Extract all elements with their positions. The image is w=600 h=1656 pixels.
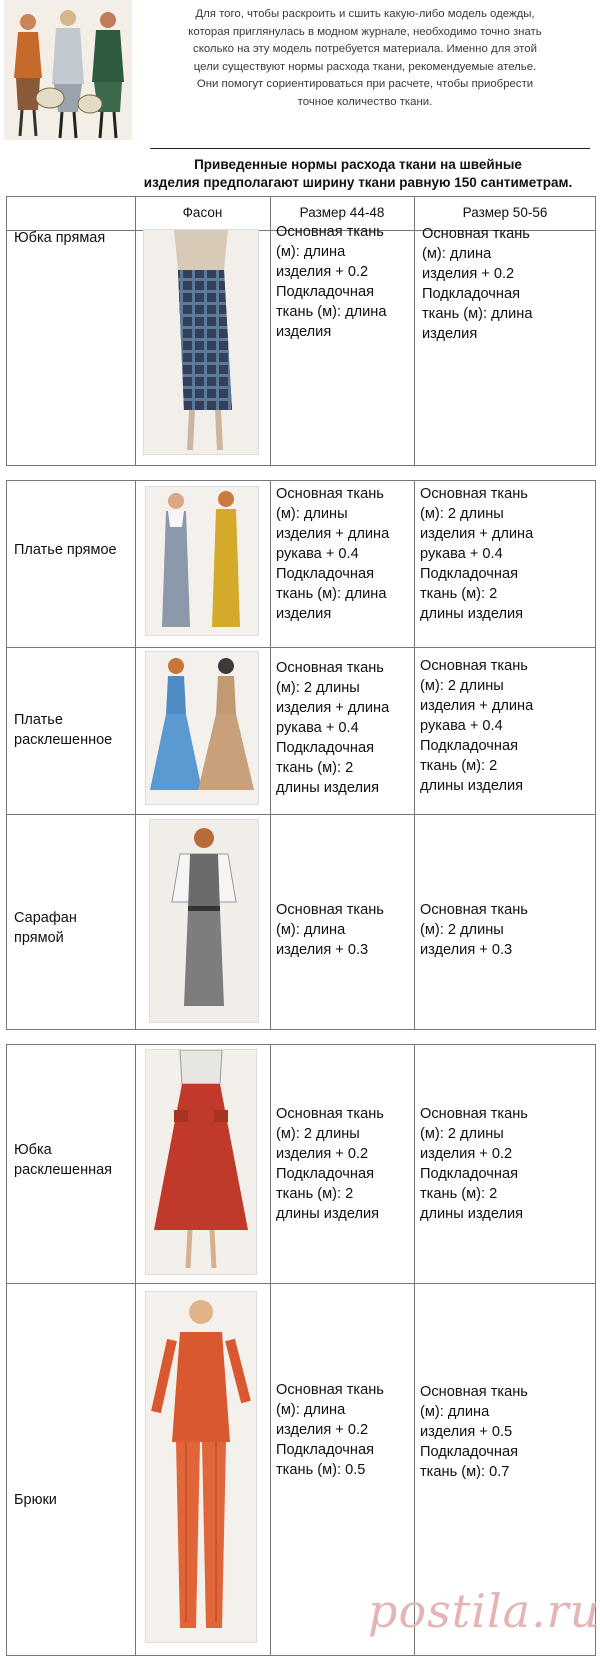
intro-line: Для того, чтобы раскроить и сшить какую-либо модель одежды, [195, 8, 535, 20]
norm-cell-trousers-50-56 [420, 1382, 550, 1482]
cell-line: длины изделия [276, 780, 380, 796]
row-name-sundress [14, 908, 139, 948]
cell-line: ткань (м): 0.5 [276, 1462, 366, 1478]
cell-line: изделия + длина [276, 700, 390, 716]
norm-cell-straight-skirt-50-56 [422, 224, 552, 344]
cell-line: рукава + 0.4 [420, 546, 503, 562]
divider [6, 647, 596, 648]
cell-line: Основная ткань [276, 224, 384, 240]
cell-line: изделия + 0.2 [420, 1146, 513, 1162]
divider [270, 480, 271, 1030]
cell-line: изделия + длина [420, 698, 534, 714]
cell-line: рукава + 0.4 [276, 720, 359, 736]
row-name-flared-skirt [14, 1140, 139, 1180]
cell-line: (м): длина [276, 1402, 346, 1418]
cell-line: ткань (м): длина [276, 586, 387, 602]
cell-line: (м): длина [422, 246, 492, 262]
cell-line: изделия + 0.3 [420, 942, 513, 958]
cell-line: изделия [276, 324, 332, 340]
trousers-illustration [146, 1292, 256, 1642]
cell-line: изделия [276, 606, 332, 622]
cell-line: изделия + длина [420, 526, 534, 542]
cell-line: Основная ткань [420, 1106, 528, 1122]
cell-line: рукава + 0.4 [420, 718, 503, 734]
cell-line: (м): 2 длины [420, 922, 504, 938]
cell-line: Подкладочная [276, 284, 374, 300]
norm-cell-flared-skirt-44-48 [276, 1104, 406, 1224]
cell-line: Основная ткань [420, 1384, 528, 1400]
cell-line: ткань (м): 2 [420, 758, 498, 774]
intro-line: Они помогут сориентироваться при расчете, чтобы приобрести [196, 78, 534, 91]
row-name-straight-skirt [14, 228, 139, 248]
row-name-line: Юбка [14, 1142, 52, 1158]
cell-line: Основная ткань [422, 226, 530, 242]
cell-line: Основная ткань [276, 1382, 384, 1398]
cell-line: Подкладочная [276, 1166, 374, 1182]
site-watermark: postila.ru [368, 1584, 600, 1638]
intro-line: которая приглянулась в модном журнале, необходимо точно знать [188, 25, 542, 38]
cell-line: (м): 2 длины [420, 678, 504, 694]
cell-line: Основная ткань [276, 902, 384, 918]
cell-line: Основная ткань [276, 486, 384, 502]
cell-line: изделия + 0.2 [422, 266, 515, 282]
lead-text [130, 156, 586, 192]
cell-line: изделия [422, 326, 478, 342]
row-name-flared-dress [14, 710, 139, 750]
cell-line: (м): длина [276, 244, 346, 260]
header-divider [150, 148, 590, 149]
norm-cell-flared-skirt-50-56 [420, 1104, 550, 1224]
divider [414, 480, 415, 1030]
cell-line: длины изделия [420, 606, 524, 622]
cell-line: изделия + 0.2 [276, 264, 369, 280]
lead-line: изделия предполагают ширину ткани равную 150 сантиметрам. [143, 175, 573, 190]
row-name-line: Брюки [14, 1492, 57, 1508]
intro-line: сколько на эту модель потребуется материала. Именно для этой [193, 43, 537, 56]
row-name-line: Платье [14, 712, 63, 728]
cell-line: Основная ткань [420, 902, 528, 918]
cell-line: Подкладочная [276, 566, 374, 582]
cell-line: изделия + 0.3 [276, 942, 369, 958]
sundress-illustration [150, 820, 258, 1022]
cell-line: ткань (м): 2 [420, 1186, 498, 1202]
lead-line: Приведенные нормы расхода ткани на швейные [194, 157, 522, 172]
divider [6, 1283, 596, 1284]
row-name-trousers [14, 1490, 139, 1510]
row-name-line: Платье прямое [14, 542, 117, 558]
intro-line: точное количество ткани. [297, 95, 433, 108]
cell-line: Подкладочная [420, 738, 518, 754]
cell-line: Подкладочная [420, 1444, 518, 1460]
cell-line: длины изделия [276, 1206, 380, 1222]
norm-cell-sundress-50-56 [420, 900, 550, 960]
row-name-line: Сарафан [14, 910, 77, 926]
cell-line: Подкладочная [276, 1442, 374, 1458]
cell-line: Подкладочная [422, 286, 520, 302]
cell-line: (м): длина [420, 1404, 490, 1420]
flared-dress-illustration [146, 652, 258, 804]
column-header-fason: Фасон [182, 205, 223, 220]
row-name-line: Юбка прямая [14, 230, 106, 246]
cell-line: Подкладочная [420, 1166, 518, 1182]
cell-line: (м): 2 длины [276, 1126, 360, 1142]
cell-line: ткань (м): 0.7 [420, 1464, 510, 1480]
norm-cell-flared-dress-50-56 [420, 656, 550, 796]
row-name-line: прямой [14, 930, 64, 946]
row-name-line: расклешенное [14, 732, 113, 748]
row-name-line: расклешенная [14, 1162, 113, 1178]
cell-line: Основная ткань [276, 1106, 384, 1122]
cell-line: Подкладочная [276, 740, 374, 756]
cell-line: изделия + 0.5 [420, 1424, 513, 1440]
cell-line: изделия + длина [276, 526, 390, 542]
intro-paragraph [135, 6, 595, 112]
norm-cell-trousers-44-48 [276, 1380, 406, 1480]
row-name-straight-dress [14, 540, 139, 560]
cell-line: ткань (м): 2 [276, 1186, 354, 1202]
cell-line: изделия + 0.2 [276, 1422, 369, 1438]
divider [414, 1044, 415, 1656]
cell-line: длины изделия [420, 1206, 524, 1222]
divider [270, 1044, 271, 1656]
cell-line: (м): 2 длины [276, 680, 360, 696]
cell-line: ткань (м): 2 [276, 760, 354, 776]
cell-line: Подкладочная [420, 566, 518, 582]
cell-line: ткань (м): длина [276, 304, 387, 320]
cell-line: рукава + 0.4 [276, 546, 359, 562]
norm-cell-straight-dress-50-56 [420, 484, 550, 624]
cell-line: (м): 2 длины [420, 1126, 504, 1142]
intro-line: цели существуют нормы расхода ткани, рекомендуемые ателье. [193, 60, 537, 73]
flared-skirt-illustration [146, 1050, 256, 1274]
cell-line: (м): длины [276, 506, 348, 522]
cell-line: Основная ткань [276, 660, 384, 676]
norm-cell-straight-skirt-44-48 [276, 222, 406, 342]
cell-line: длины изделия [420, 778, 524, 794]
cell-line: Основная ткань [420, 486, 528, 502]
divider [135, 1044, 136, 1656]
divider [6, 814, 596, 815]
column-header-size-50-56: Размер 50-56 [462, 205, 548, 220]
norm-cell-flared-dress-44-48 [276, 658, 406, 798]
cell-line: ткань (м): длина [422, 306, 533, 322]
page-header [0, 0, 600, 190]
cell-line: изделия + 0.2 [276, 1146, 369, 1162]
cell-line: (м): длина [276, 922, 346, 938]
cell-line: ткань (м): 2 [420, 586, 498, 602]
norm-cell-straight-dress-44-48 [276, 484, 406, 624]
straight-skirt-illustration [144, 230, 258, 454]
norm-cell-sundress-44-48 [276, 900, 406, 960]
cell-line: (м): 2 длины [420, 506, 504, 522]
divider [270, 196, 271, 466]
divider [414, 196, 415, 466]
fashion-ladies-illustration [4, 0, 132, 140]
cell-line: Основная ткань [420, 658, 528, 674]
column-header-size-44-48: Размер 44-48 [299, 205, 385, 220]
straight-dress-illustration [146, 487, 258, 635]
